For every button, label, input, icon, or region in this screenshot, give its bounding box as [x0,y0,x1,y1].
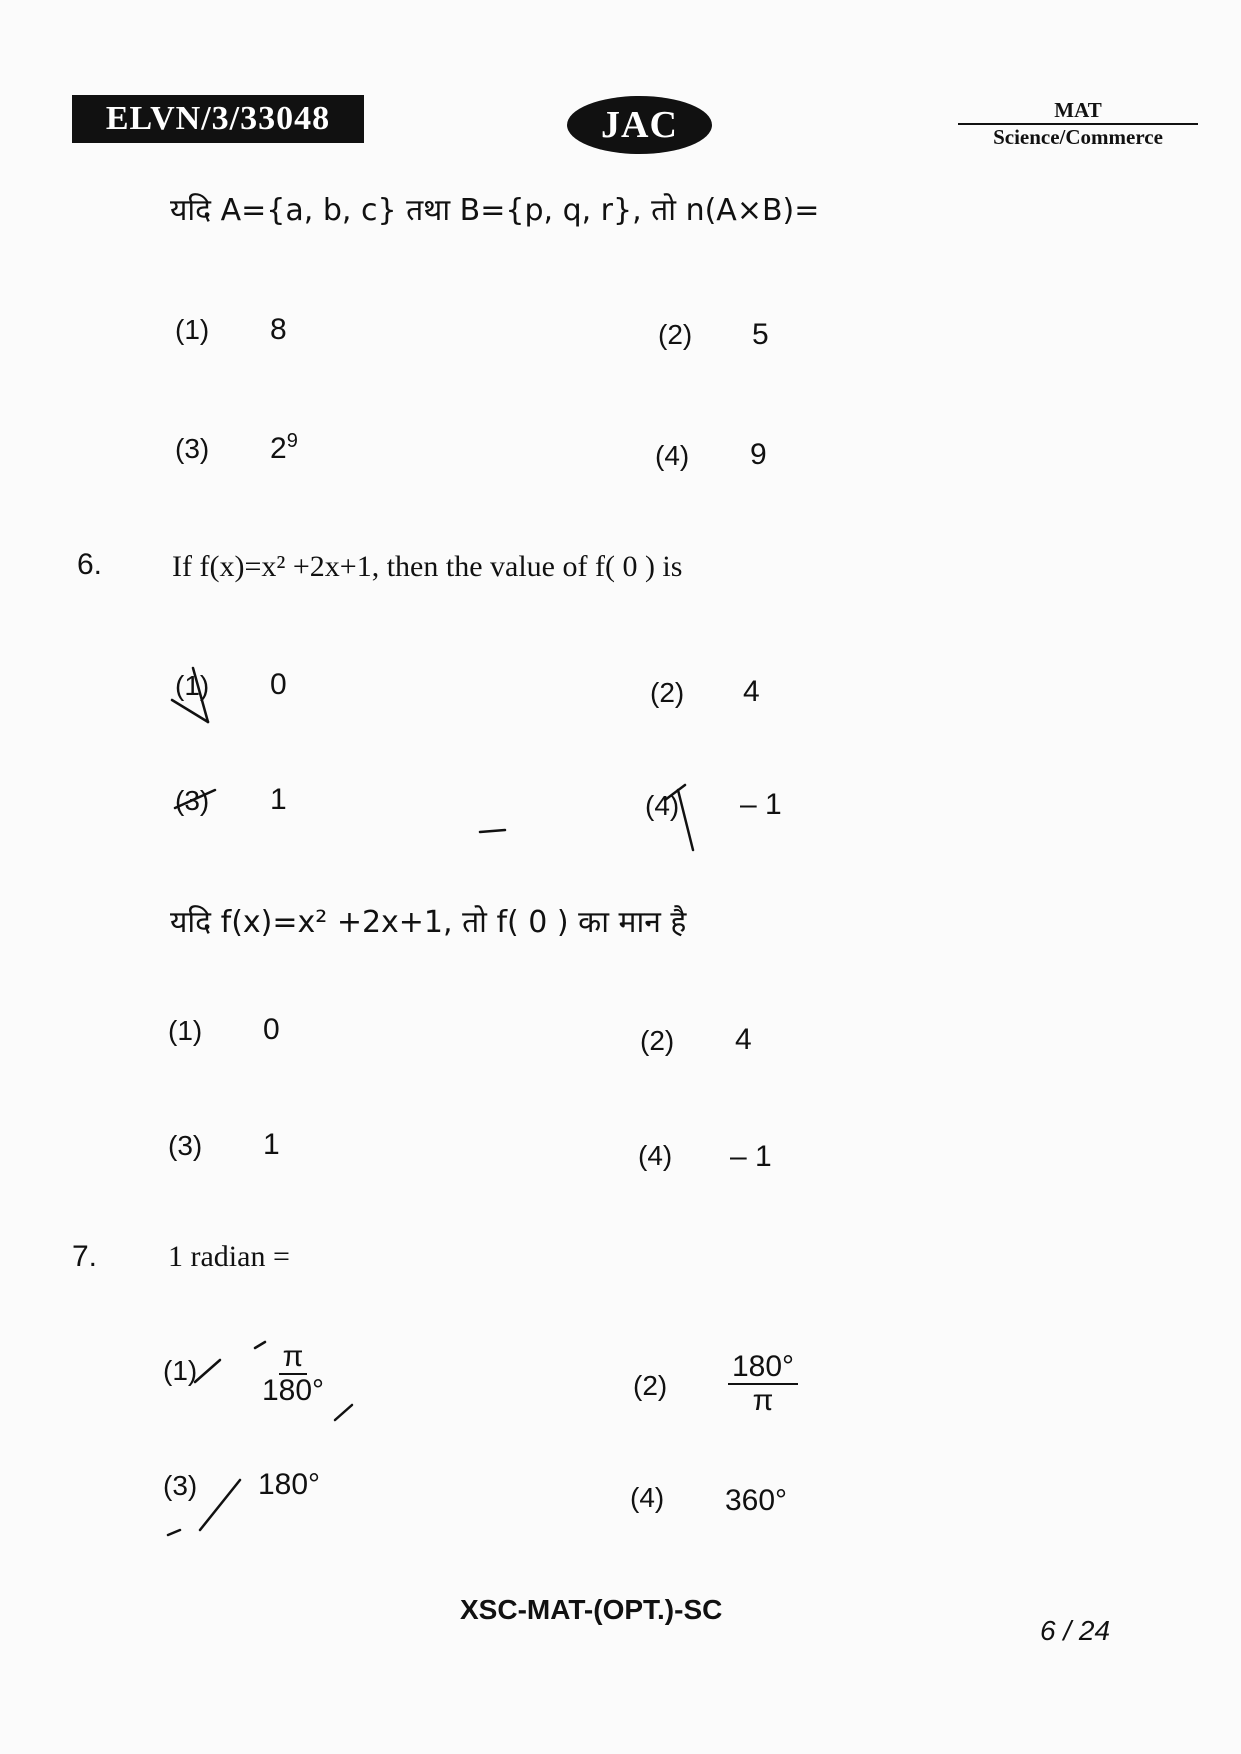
q6h-opt2-value: 4 [735,1023,752,1056]
pen-mark-q7-frac [335,1405,352,1420]
q5-opt1-num: (1) [175,314,210,345]
q6-opt2-value: 4 [743,675,760,708]
stream-label: Science/Commerce [993,125,1163,149]
pen-mark-dash [480,830,505,832]
pen-mark-q7-opt1 [195,1360,220,1382]
q7-opt4-value: 360° [725,1484,788,1517]
jac-logo: JAC [567,96,712,154]
q6-opt3-num: (3) [175,785,210,816]
q5-opt2-num: (2) [658,319,693,350]
paper-code: ELVN/3/33048 [72,95,364,143]
q7-opt1-denominator: 180° [262,1374,325,1407]
q7-opt4-num: (4) [630,1482,665,1513]
q6h-opt4-num: (4) [638,1140,673,1171]
page-number: 6 / 24 [1040,1615,1111,1646]
q7-opt3-value: 180° [258,1468,321,1501]
q6-opt4-num: (4) [645,790,680,821]
q6-text: If f(x)=x² +2x+1, then the value of f( 0 ) is [172,550,683,583]
q7-opt1-numerator: π [279,1341,308,1375]
q6-opt2-num: (2) [650,677,685,708]
q5-hindi-text: यदि A={a, b, c} तथा B={p, q, r}, तो n(A×B)= [170,193,820,228]
q6h-opt3-num: (3) [168,1130,203,1161]
q6h-opt4-value: – 1 [730,1140,772,1173]
pen-mark-q7-tick [255,1342,265,1348]
q7-text: 1 radian = [168,1240,290,1273]
q6h-opt3-value: 1 [263,1128,280,1161]
q5-opt3-exponent: 9 [286,430,298,452]
q7-opt2-denominator: π [752,1384,774,1417]
q6-hindi-text: यदि f(x)=x² +2x+1, तो f( 0 ) का मान है [170,905,687,940]
q5-opt1-value: 8 [270,313,287,346]
q6-opt4-value: – 1 [740,788,782,821]
pen-mark-q6-opt4a [665,785,685,800]
pen-mark-q7-opt3 [200,1480,240,1530]
q7-opt2-num: (2) [633,1370,668,1401]
q6-number: 6. [77,548,103,581]
q6-opt3-value: 1 [270,783,287,816]
q7-opt2-numerator: 180° [728,1351,798,1385]
footer-code: XSC-MAT-(OPT.)-SC [460,1594,723,1625]
subject-label: MAT [958,98,1198,125]
pen-mark-q7-opt3b [168,1530,180,1535]
q6-opt1-num: (1) [175,670,210,701]
q5-opt3-num: (3) [175,433,210,464]
q7-opt3-num: (3) [163,1470,198,1501]
q5-opt4-num: (4) [655,440,690,471]
q6h-opt2-num: (2) [640,1025,675,1056]
pen-mark-q6-opt4b [678,790,693,850]
q5-opt4-value: 9 [750,438,767,471]
q7-opt1-num: (1) [163,1355,198,1386]
q6h-opt1-num: (1) [168,1015,203,1046]
q6h-opt1-value: 0 [263,1013,280,1046]
q5-opt3-base: 2 [270,432,287,465]
q7-number: 7. [72,1240,98,1273]
pen-mark-q6-opt3 [175,790,215,808]
q6-opt1-value: 0 [270,668,287,701]
q5-opt2-value: 5 [752,318,769,351]
